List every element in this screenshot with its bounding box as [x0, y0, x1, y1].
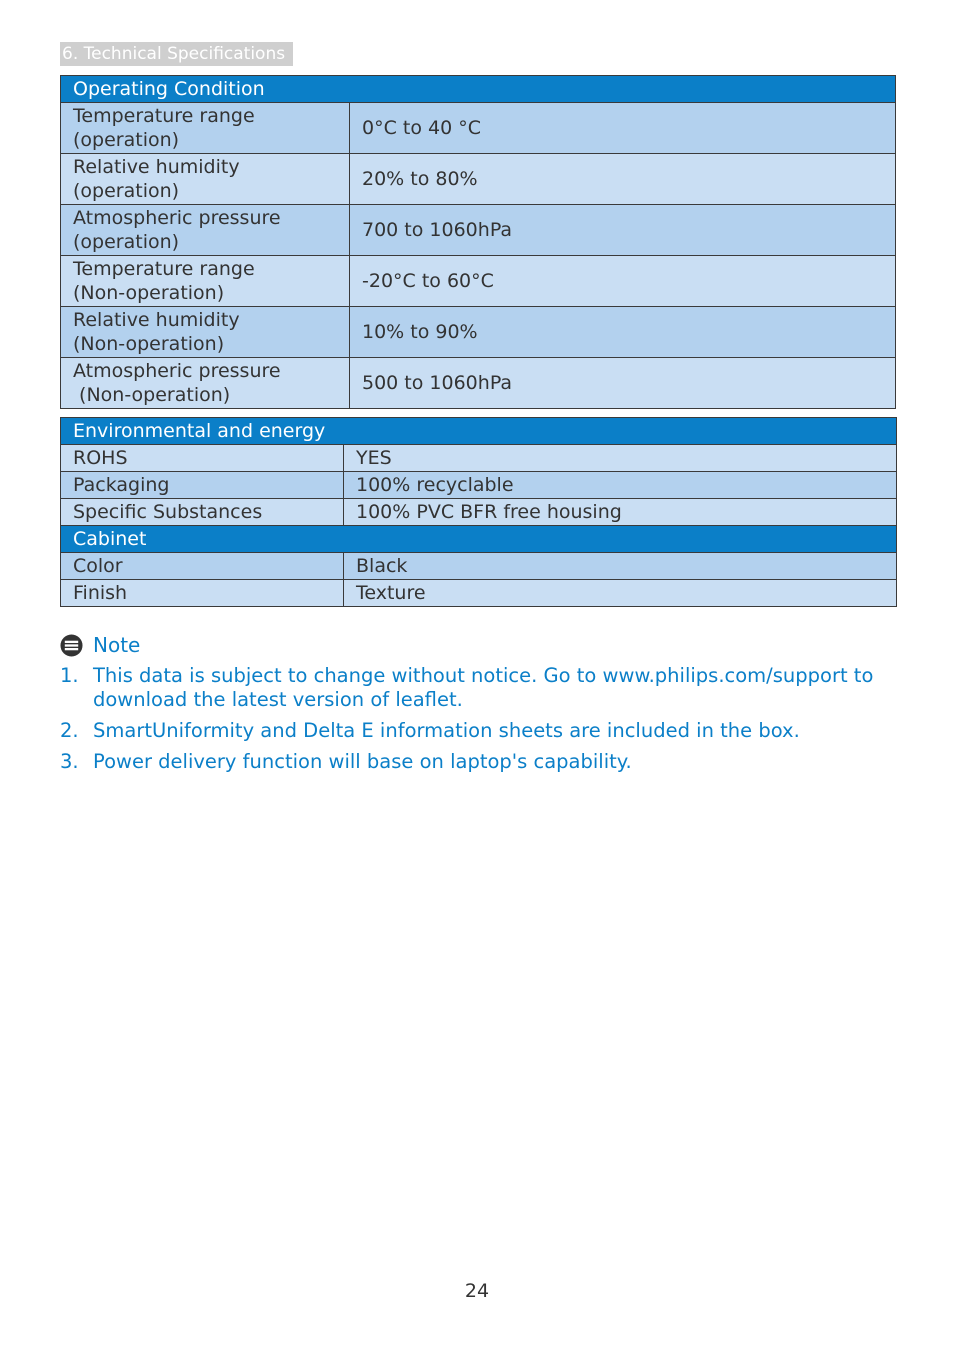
table-row — [61, 205, 896, 256]
list-item — [60, 719, 890, 743]
note-heading — [60, 632, 140, 658]
list-text: Power delivery function will base on laptop's capability. — [93, 750, 632, 773]
spec-label: Specific Substances — [61, 499, 344, 526]
table-row — [61, 472, 897, 499]
spec-value: 700 to 1060hPa — [350, 205, 896, 256]
spec-label: Finish — [61, 580, 344, 607]
operating-condition-title: Operating Condition — [61, 76, 896, 103]
spec-label: Temperature range (operation) — [61, 103, 350, 154]
list-item — [60, 750, 890, 774]
spec-value: Texture — [344, 580, 897, 607]
spec-value: 10% to 90% — [350, 307, 896, 358]
spec-value: 100% recyclable — [344, 472, 897, 499]
table-row — [61, 580, 897, 607]
spec-value: 20% to 80% — [350, 154, 896, 205]
spec-value: Black — [344, 553, 897, 580]
table-row — [61, 307, 896, 358]
spec-label: Relative humidity (operation) — [61, 154, 350, 205]
table-row — [61, 499, 897, 526]
note-list — [60, 664, 890, 781]
spec-label: ROHS — [61, 445, 344, 472]
table-row — [61, 256, 896, 307]
note-icon — [60, 634, 83, 657]
spec-label: Packaging — [61, 472, 344, 499]
spec-value: 100% PVC BFR free housing — [344, 499, 897, 526]
note-title: Note — [93, 633, 141, 657]
environmental-cabinet-table — [60, 417, 897, 607]
spec-label: Atmospheric pressure (operation) — [61, 205, 350, 256]
list-number: 2. — [60, 719, 79, 742]
cabinet-title: Cabinet — [61, 526, 897, 553]
spec-value: -20°C to 60°C — [350, 256, 896, 307]
table-row — [61, 553, 897, 580]
spec-value: 0°C to 40 °C — [350, 103, 896, 154]
table-row — [61, 358, 896, 409]
operating-condition-table — [60, 75, 896, 409]
list-item — [60, 664, 890, 712]
section-tab: 6. Technical Specifications — [60, 42, 293, 66]
spec-value: YES — [344, 445, 897, 472]
spec-label: Atmospheric pressure (Non-operation) — [61, 358, 350, 409]
table-row — [61, 154, 896, 205]
table-row — [61, 103, 896, 154]
list-number: 1. — [60, 664, 79, 687]
list-text: This data is subject to change without notice. Go to www.philips.com/support to download the latest version of leaflet. — [93, 664, 874, 711]
spec-label: Relative humidity (Non-operation) — [61, 307, 350, 358]
environmental-title: Environmental and energy — [61, 418, 897, 445]
page-number: 24 — [464, 1280, 490, 1302]
list-number: 3. — [60, 750, 79, 773]
table-row — [61, 445, 897, 472]
spec-label: Temperature range (Non-operation) — [61, 256, 350, 307]
spec-label: Color — [61, 553, 344, 580]
list-text: SmartUniformity and Delta E information sheets are included in the box. — [93, 719, 800, 742]
spec-value: 500 to 1060hPa — [350, 358, 896, 409]
